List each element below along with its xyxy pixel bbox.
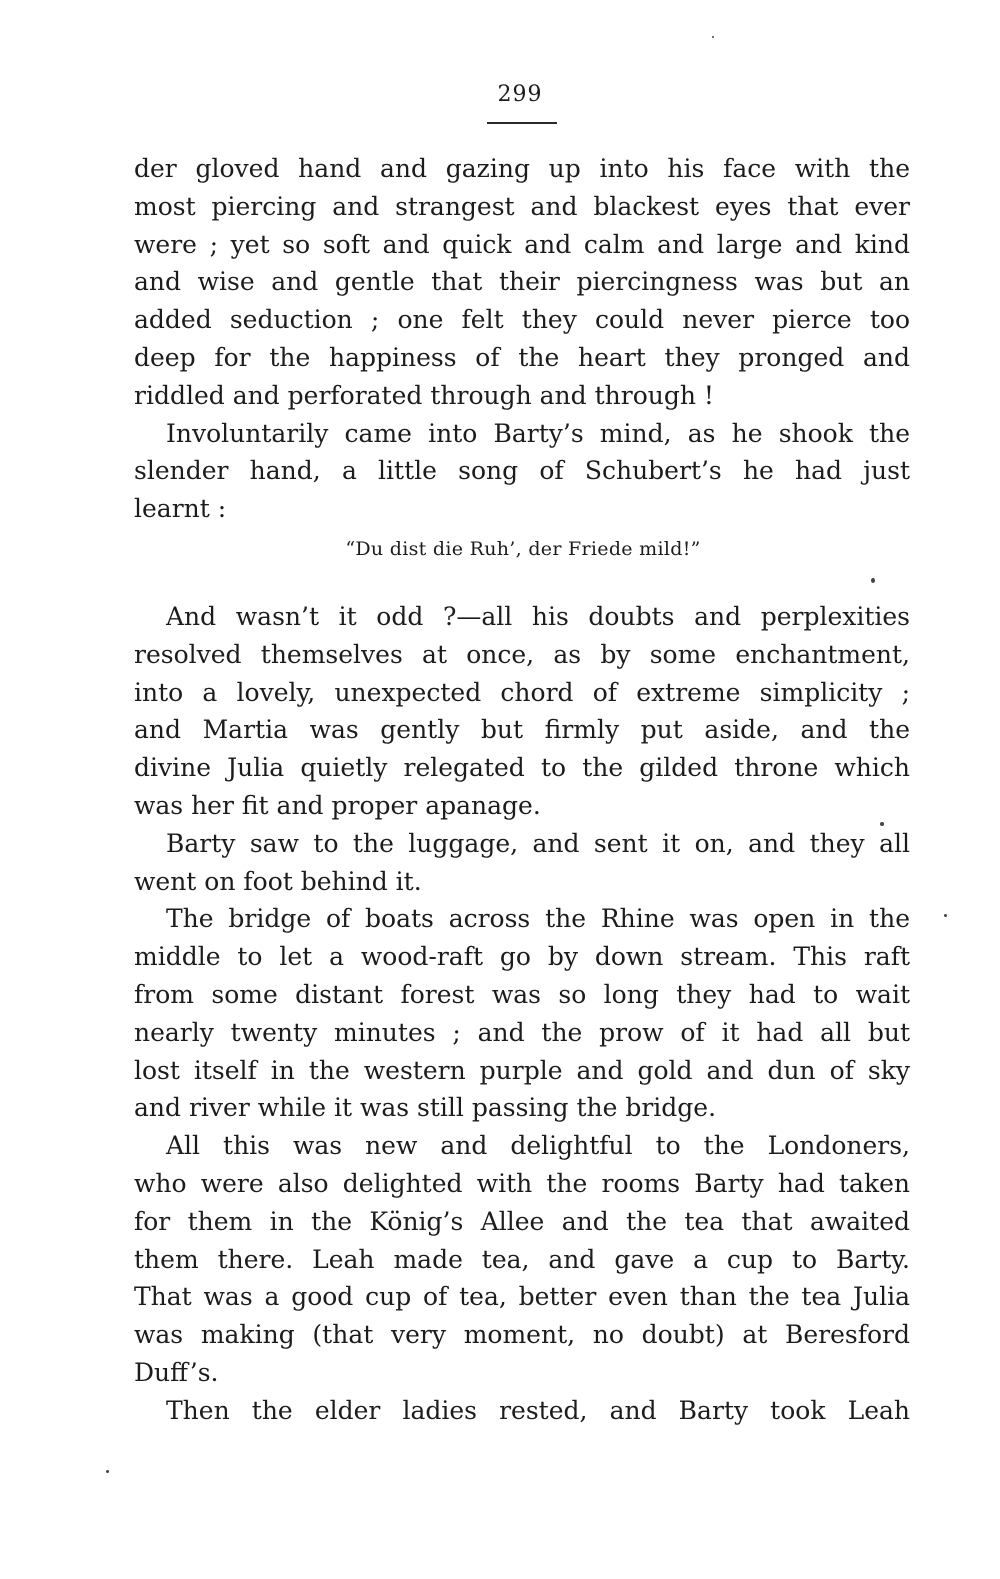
text-line: All this was new and delightful to the Londoners, — [166, 1131, 910, 1161]
text-line: divine Julia quietly relegated to the gilded throne which — [134, 753, 910, 783]
text-line: learnt : — [134, 494, 227, 524]
text-block-top — [134, 150, 910, 528]
text-line: nearly twenty minutes ; and the prow of it had all but — [134, 1017, 910, 1047]
page-number: 299 — [497, 82, 543, 107]
text-line: middle to let a wood-raft go by down stream. This raft — [134, 942, 910, 972]
text-line: Barty saw to the luggage, and sent it on, and they all — [166, 828, 910, 858]
ink-speck — [880, 822, 884, 826]
text-line: were ; yet so soft and quick and calm and large and kind — [134, 229, 910, 259]
text-line: for them in the König’s Allee and the tea that awaited — [134, 1206, 910, 1236]
text-line: from some distant forest was so long they had to wait — [134, 979, 910, 1009]
text-line: slender hand, a little song of Schubert’s he had just — [134, 456, 910, 486]
song-quote: “Du dist die Ruh’, der Friede mild!” — [345, 538, 701, 560]
text-line: Then the elder ladies rested, and Barty took Leah — [166, 1395, 910, 1425]
text-line: into a lovely, unexpected chord of extreme simplicity ; — [134, 677, 910, 707]
header-rule — [487, 122, 557, 124]
text-line: was her fit and proper apanage. — [134, 790, 541, 820]
text-line: Duff’s. — [134, 1357, 219, 1387]
text-line: and Martia was gently but firmly put aside, and the — [134, 715, 910, 745]
text-line: lost itself in the western purple and gold and dun of sky — [134, 1055, 910, 1085]
text-line: That was a good cup of tea, better even than the tea Julia — [134, 1282, 910, 1312]
text-line: them there. Leah made tea, and gave a cup to Barty. — [134, 1244, 910, 1274]
text-line: riddled and perforated through and through ! — [134, 380, 714, 410]
ink-speck — [712, 36, 714, 38]
text-line: The bridge of boats across the Rhine was open in the — [166, 904, 910, 934]
text-line: and river while it was still passing the bridge. — [134, 1093, 717, 1123]
ink-speck — [871, 578, 875, 583]
text-line: added seduction ; one felt they could never pierce too — [134, 305, 910, 335]
text-line: And wasn’t it odd ?—all his doubts and perplexities — [166, 602, 910, 631]
text-line: and wise and gentle that their piercingness was but an — [134, 267, 910, 297]
text-line: went on foot behind it. — [134, 866, 422, 896]
text-block-bottom — [134, 598, 910, 1430]
text-line: who were also delighted with the rooms Barty had taken — [134, 1168, 910, 1198]
text-line: Involuntarily came into Barty’s mind, as he shook the — [166, 418, 910, 448]
text-line: der gloved hand and gazing up into his face with the — [134, 154, 910, 183]
ink-speck — [106, 1470, 109, 1473]
text-line: deep for the happiness of the heart they pronged and — [134, 342, 910, 372]
text-line: was making (that very moment, no doubt) at Beresford — [134, 1320, 910, 1350]
ink-speck — [944, 914, 947, 917]
text-line: most piercing and strangest and blackest eyes that ever — [134, 191, 910, 221]
text-line: resolved themselves at once, as by some enchantment, — [134, 639, 910, 669]
